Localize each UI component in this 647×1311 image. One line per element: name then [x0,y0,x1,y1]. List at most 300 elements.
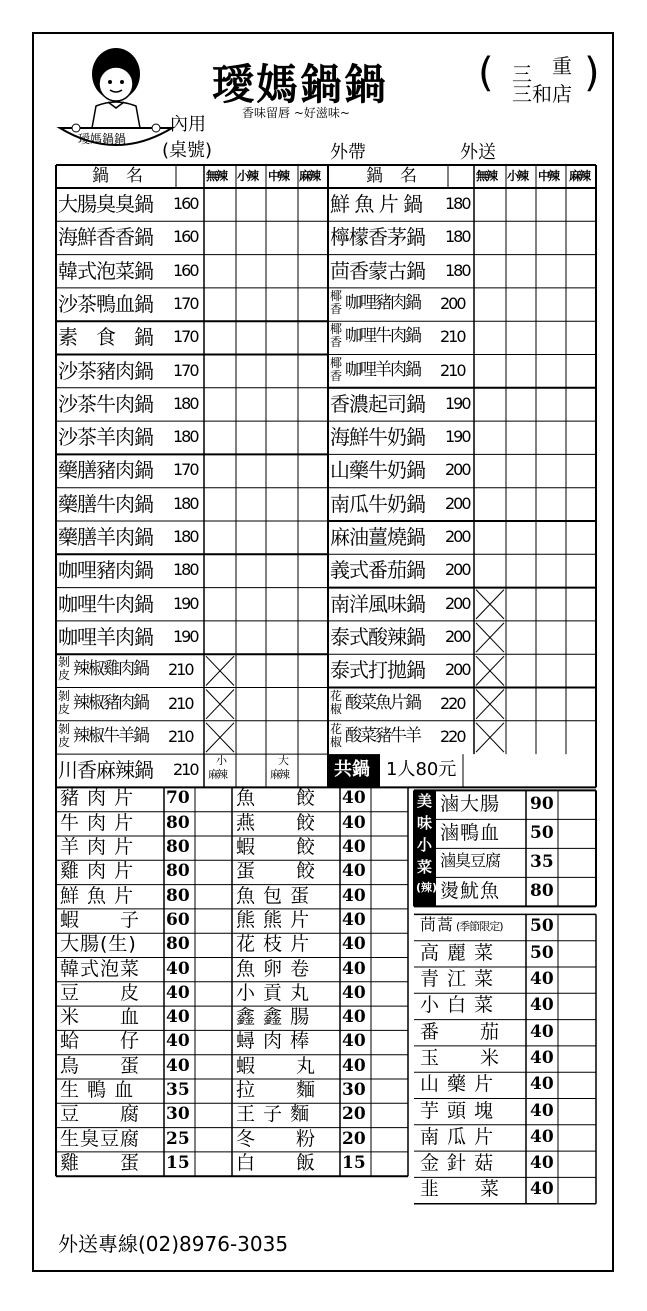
side-col1-qty-cell[interactable] [195,1055,232,1079]
spice-checkbox-right-3-4[interactable] [567,255,598,288]
pot-name: 沙茶牛肉鍋 [58,391,153,416]
spice-checkbox-left-6-3[interactable] [266,355,297,388]
shop-name: 璦媽鍋鍋 [212,60,389,109]
side-col2-qty-cell[interactable] [371,860,408,884]
veg-name: 高 麗 菜 [420,941,495,964]
spice-checkbox-left-8-3[interactable] [266,421,297,454]
side-col2-qty-cell[interactable] [371,1079,408,1103]
veg-qty-cell[interactable] [558,993,596,1019]
spice-checkbox-left-11-4[interactable] [297,521,328,554]
spice-checkbox-right-2-3[interactable] [536,221,567,254]
side-col2-name: 花 枝 片 [236,933,311,956]
snack-price: 35 [530,852,554,873]
pot-price: 220 [440,693,465,713]
spice-checkbox-left-9-2[interactable] [235,454,266,487]
spice-checkbox-left-10-1[interactable] [204,488,235,521]
spice-checkbox-left-15-2[interactable] [235,654,266,687]
side-col2-name: 魚 卵 卷 [236,957,311,980]
spice-checkbox-left-7-2[interactable] [235,388,266,421]
side-col1-qty-cell[interactable] [195,1128,232,1152]
pot-price: 170 [173,360,198,380]
spice-checkbox-right-4-1[interactable] [474,288,505,321]
side-col2-price: 40 [342,812,366,833]
pot-name: 山藥牛奶鍋 [330,458,425,483]
side-col2-price: 30 [342,1080,366,1100]
side-col2-name: 拉 麵 [236,1079,317,1101]
veg-name: 番 茄 [420,1020,501,1043]
side-col2-qty-cell[interactable] [371,909,408,933]
spice-checkbox-left-14-4[interactable] [297,621,328,654]
spice-checkbox-left-3-1[interactable] [204,255,235,288]
veg-price: 40 [530,969,554,989]
spice-checkbox-left-9-3[interactable] [266,454,297,487]
snack-qty-cell[interactable] [558,848,596,877]
spice-checkbox-right-4-4[interactable] [567,288,598,321]
spice-checkbox-left-14-3[interactable] [266,621,297,654]
side-col1-name: 豬 肉 片 [60,787,135,810]
spice-checkbox-right-5-3[interactable] [536,321,567,354]
spice-checkbox-left-18-4[interactable] [297,754,328,787]
veg-qty-cell[interactable] [558,1099,596,1125]
veg-qty-cell[interactable] [558,1177,596,1203]
spice-checkbox-right-16-1[interactable] [474,688,505,721]
spice-header-3: 中辣 [538,169,559,183]
spice-checkbox-left-5-1[interactable] [204,321,235,354]
veg-qty-cell[interactable] [558,1151,596,1177]
pot-price: 180 [445,260,470,280]
pot-price: 200 [445,593,470,613]
pot-name: 麻油薑燒鍋 [330,525,425,549]
veg-price: 50 [530,916,554,937]
spice-checkbox-right-14-3[interactable] [536,621,567,654]
side-col2-price: 20 [342,1104,366,1125]
spice-checkbox-right-6-2[interactable] [505,355,536,388]
spice-checkbox-right-14-4[interactable] [567,621,598,654]
side-col1-price: 60 [166,909,190,930]
spice-checkbox-left-16-4[interactable] [297,688,328,721]
pot-name: 海鮮香香鍋 [58,225,153,250]
spice-checkbox-left-6-1[interactable] [204,355,235,388]
pot-name-header-left: 鍋 名 [92,166,143,186]
pot-price: 200 [445,660,470,680]
veg-name: 青 江 菜 [420,968,495,990]
pot-price: 200 [445,626,470,646]
spice-checkbox-left-12-3[interactable] [266,554,297,587]
delivery-hotline [58,1228,288,1257]
spice-checkbox-left-7-3[interactable] [266,388,297,421]
pot-name: 香濃起司鍋 [330,391,425,416]
side-col2-price: 40 [342,1055,366,1076]
pot-name-prefix: 香 [330,301,343,316]
side-col2-price: 40 [342,1007,366,1028]
side-col2-price: 40 [342,909,366,930]
side-col1-qty-cell[interactable] [195,1079,232,1103]
spice-checkbox-right-7-1[interactable] [474,388,505,421]
spice-checkbox-left-4-1[interactable] [204,288,235,321]
side-col2-qty-cell[interactable] [371,836,408,860]
pot-name-prefix: 皮 [58,701,71,716]
side-col1-qty-cell[interactable] [195,812,232,836]
pot-name-prefix: 皮 [58,734,71,749]
spice-checkbox-left-18-2[interactable] [235,754,266,787]
spice-checkbox-left-6-2[interactable] [235,355,266,388]
spice-checkbox-right-1-1[interactable] [474,188,505,221]
snack-label-char: 美 [417,792,433,811]
snack-qty-cell[interactable] [558,877,596,906]
veg-price: 40 [530,1100,554,1121]
pot-price: 190 [173,593,198,613]
shared-pot-price: 1人80元 [386,759,457,781]
pot-price: 160 [173,227,198,247]
side-col2-price: 40 [342,788,366,809]
spice-checkbox-left-4-2[interactable] [235,288,266,321]
spice-checkbox-right-15-3[interactable] [536,654,567,687]
spice-checkbox-left-12-4[interactable] [297,554,328,587]
spice-checkbox-left-10-3[interactable] [266,488,297,521]
spice-checkbox-right-12-1[interactable] [474,554,505,587]
spice-checkbox-right-9-3[interactable] [536,454,567,487]
spice-checkbox-right-11-4[interactable] [567,521,598,554]
side-col2-qty-cell[interactable] [371,787,408,811]
pot-name: 咖哩牛肉鍋 [345,326,420,347]
spice-checkbox-right-17-3[interactable] [536,721,567,754]
snack-qty-cell[interactable] [558,790,596,819]
pot-name-prefix: 香 [330,368,343,383]
side-col1-qty-cell[interactable] [195,982,232,1006]
veg-qty-cell[interactable] [558,1125,596,1151]
delivery-hotline-number: (02)8976-3035 [138,1232,289,1256]
side-col1-price: 80 [166,934,190,955]
spice-checkbox-left-13-3[interactable] [266,588,297,621]
spice-checkbox-right-8-4[interactable] [567,421,598,454]
spice-checkbox-right-7-3[interactable] [536,388,567,421]
side-col1-qty-cell[interactable] [195,1152,232,1176]
spice-checkbox-right-8-2[interactable] [505,421,536,454]
spice-checkbox-left-11-1[interactable] [204,521,235,554]
pot-name: 茴香蒙古鍋 [330,258,425,283]
spice-checkbox-left-14-2[interactable] [235,621,266,654]
side-col1-name: 鳥 蛋 [60,1054,141,1077]
side-col2-price: 20 [342,1128,366,1149]
pot-name: 義式番茄鍋 [330,558,425,583]
side-col2-price: 40 [342,934,366,955]
side-col1-price: 35 [166,1080,190,1100]
spice-checkbox-right-11-2[interactable] [505,521,536,554]
spice-checkbox-left-10-2[interactable] [235,488,266,521]
spice-checkbox-left-16-2[interactable] [235,688,266,721]
spice-checkbox-left-17-4[interactable] [297,721,328,754]
side-col1-price: 80 [166,885,190,906]
veg-qty-cell[interactable] [558,967,596,993]
spice-checkbox-right-4-3[interactable] [536,288,567,321]
spice-checkbox-right-10-3[interactable] [536,488,567,521]
veg-qty-cell[interactable] [558,1046,596,1072]
side-col2-qty-cell[interactable] [371,812,408,836]
spice-checkbox-right-4-2[interactable] [505,288,536,321]
side-col2-qty-cell[interactable] [371,1030,408,1054]
spice-checkbox-right-14-2[interactable] [505,621,536,654]
side-col2-price: 15 [342,1152,366,1173]
branch-bottom: 三和店 [512,82,572,106]
spice-checkbox-right-17-4[interactable] [567,721,598,754]
table-number-label: (桌號) [162,140,213,161]
spice-checkbox-right-14-1[interactable] [474,621,505,654]
spice-checkbox-right-10-1[interactable] [474,488,505,521]
pot-price: 220 [440,726,465,746]
spice-checkbox-left-9-1[interactable] [204,454,235,487]
pot-name-prefix: 皮 [58,668,71,683]
veg-price: 40 [530,995,554,1016]
spice-checkbox-left-11-2[interactable] [235,521,266,554]
side-col1-price: 40 [166,1055,190,1076]
side-col1-price: 40 [166,1007,190,1028]
spice-checkbox-right-1-2[interactable] [505,188,536,221]
side-col1-name: 豆 皮 [60,981,141,1004]
side-col2-name: 燕 餃 [236,811,317,834]
spice-checkbox-left-6-4[interactable] [297,355,328,388]
pot-name-prefix: 剝 [58,721,71,736]
side-col1-qty-cell[interactable] [195,1030,232,1054]
spice-checkbox-right-16-2[interactable] [505,688,536,721]
spice-checkbox-left-4-3[interactable] [266,288,297,321]
side-col1-qty-cell[interactable] [195,787,232,811]
spice-checkbox-left-5-4[interactable] [297,321,328,354]
spice-checkbox-right-15-4[interactable] [567,654,598,687]
side-col2-name: 蝦 丸 [236,1054,317,1077]
pot-price: 210 [440,327,465,347]
snack-price: 80 [530,881,554,902]
spice-checkbox-left-3-4[interactable] [297,255,328,288]
spice-checkbox-left-13-1[interactable] [204,588,235,621]
spice-checkbox-left-16-1[interactable] [204,688,235,721]
side-col1-name: 蝦 子 [60,908,141,931]
pot-name: 南洋風味鍋 [330,591,425,616]
pot-name-prefix: 花 [330,721,343,736]
pot-name: 藥膳羊肉鍋 [58,525,153,549]
spice-checkbox-left-2-3[interactable] [266,221,297,254]
spice-header-1: 無辣 [476,169,497,183]
side-col1-qty-cell[interactable] [195,836,232,860]
side-col2-name: 魚 餃 [236,787,317,810]
side-col2-qty-cell[interactable] [371,1152,408,1176]
pot-name: 沙茶豬肉鍋 [58,358,153,383]
spice-checkbox-left-17-3[interactable] [266,721,297,754]
branch-left: 三 [512,62,532,86]
side-col1-qty-cell[interactable] [195,909,232,933]
mala-big-label: 麻辣 [270,768,288,782]
spice-checkbox-right-3-2[interactable] [505,255,536,288]
veg-qty-cell[interactable] [558,1072,596,1098]
spice-checkbox-right-5-2[interactable] [505,321,536,354]
spice-checkbox-left-12-1[interactable] [204,554,235,587]
spice-checkbox-left-1-3[interactable] [266,188,297,221]
veg-qty-cell[interactable] [558,1020,596,1046]
pot-name: 辣椒牛羊鍋 [73,725,148,746]
pot-price: 190 [445,393,470,413]
spice-checkbox-left-2-4[interactable] [297,221,328,254]
side-col2-qty-cell[interactable] [371,1128,408,1152]
spice-checkbox-right-13-2[interactable] [505,588,536,621]
spice-checkbox-left-1-1[interactable] [204,188,235,221]
pot-price: 210 [168,693,193,713]
spice-checkbox-left-15-3[interactable] [266,654,297,687]
side-col1-name: 大腸(生) [60,933,137,956]
spice-checkbox-left-7-4[interactable] [297,388,328,421]
spice-checkbox-left-7-1[interactable] [204,388,235,421]
spice-checkbox-left-5-2[interactable] [235,321,266,354]
pot-price: 200 [445,527,470,546]
spice-checkbox-left-13-2[interactable] [235,588,266,621]
spice-checkbox-right-1-3[interactable] [536,188,567,221]
spice-checkbox-right-3-1[interactable] [474,255,505,288]
side-col1-qty-cell[interactable] [195,958,232,982]
spice-checkbox-left-8-1[interactable] [204,421,235,454]
snack-price: 50 [530,823,554,844]
spice-checkbox-right-10-2[interactable] [505,488,536,521]
spice-checkbox-right-12-4[interactable] [567,554,598,587]
pot-name: 南瓜牛奶鍋 [330,491,425,516]
pot-price: 210 [168,726,193,746]
pot-price: 170 [173,460,198,480]
spice-checkbox-right-11-3[interactable] [536,521,567,554]
pot-price: 200 [445,560,470,580]
spice-checkbox-right-17-1[interactable] [474,721,505,754]
spice-checkbox-left-1-4[interactable] [297,188,328,221]
side-col1-price: 40 [166,958,190,979]
spice-checkbox-right-8-1[interactable] [474,421,505,454]
pot-name: 泰式打拋鍋 [330,658,425,683]
snack-label-char: (辣) [416,881,438,895]
pot-name-header-right: 鍋 名 [366,166,417,186]
spice-checkbox-left-15-4[interactable] [297,654,328,687]
side-col1-qty-cell[interactable] [195,1103,232,1127]
spice-checkbox-left-8-2[interactable] [235,421,266,454]
spice-checkbox-right-3-3[interactable] [536,255,567,288]
side-col2-price: 40 [342,958,366,979]
spice-checkbox-right-15-1[interactable] [474,654,505,687]
spice-checkbox-right-9-2[interactable] [505,454,536,487]
spice-checkbox-right-12-3[interactable] [536,554,567,587]
spice-checkbox-left-5-3[interactable] [266,321,297,354]
spice-checkbox-right-8-3[interactable] [536,421,567,454]
spice-checkbox-right-16-3[interactable] [536,688,567,721]
spice-checkbox-left-4-4[interactable] [297,288,328,321]
spice-checkbox-left-12-2[interactable] [235,554,266,587]
spice-checkbox-right-17-2[interactable] [505,721,536,754]
logo-text: 璦媽鍋鍋 [78,132,127,146]
side-col2-qty-cell[interactable] [371,1006,408,1030]
spice-checkbox-left-3-2[interactable] [235,255,266,288]
pot-name: 川香麻辣鍋 [58,758,153,783]
spice-checkbox-right-2-2[interactable] [505,221,536,254]
spice-checkbox-right-6-3[interactable] [536,355,567,388]
pot-name: 沙茶羊肉鍋 [58,425,153,450]
delivery-hotline-label: 外送專線 [58,1232,138,1256]
spice-checkbox-left-17-1[interactable] [204,721,235,754]
pot-price: 180 [445,227,470,247]
veg-qty-cell[interactable] [558,941,596,967]
side-col2-qty-cell[interactable] [371,958,408,982]
spice-checkbox-right-6-4[interactable] [567,355,598,388]
spice-checkbox-left-2-2[interactable] [235,221,266,254]
spice-checkbox-right-2-4[interactable] [567,221,598,254]
side-col2-qty-cell[interactable] [371,885,408,909]
side-col1-price: 80 [166,837,190,857]
spice-checkbox-left-1-2[interactable] [235,188,266,221]
spice-checkbox-right-12-2[interactable] [505,554,536,587]
shared-pot-label: 共鍋 [334,759,370,781]
side-col2-qty-cell[interactable] [371,1103,408,1127]
spice-checkbox-left-15-1[interactable] [204,654,235,687]
spice-checkbox-right-16-4[interactable] [567,688,598,721]
spice-checkbox-right-2-1[interactable] [474,221,505,254]
spice-checkbox-right-13-4[interactable] [567,588,598,621]
spice-checkbox-left-9-4[interactable] [297,454,328,487]
spice-checkbox-left-11-3[interactable] [266,521,297,554]
spice-checkbox-right-5-4[interactable] [567,321,598,354]
spice-checkbox-right-9-1[interactable] [474,454,505,487]
spice-checkbox-right-13-1[interactable] [474,588,505,621]
side-col2-price: 40 [342,837,366,857]
pot-name: 咖哩牛肉鍋 [58,591,153,616]
spice-header-3: 中辣 [268,169,289,183]
spice-checkbox-left-16-3[interactable] [266,688,297,721]
snack-qty-cell[interactable] [558,819,596,848]
spice-checkbox-left-3-3[interactable] [266,255,297,288]
spice-checkbox-right-11-1[interactable] [474,521,505,554]
side-col1-qty-cell[interactable] [195,1006,232,1030]
pot-name: 沙茶鴨血鍋 [58,291,153,316]
pot-price: 180 [173,527,198,546]
spice-checkbox-right-10-4[interactable] [567,488,598,521]
spice-checkbox-right-15-2[interactable] [505,654,536,687]
spice-checkbox-left-17-2[interactable] [235,721,266,754]
veg-name: 小 白 菜 [420,994,495,1017]
side-col2-name: 蝦 餃 [236,836,317,858]
spice-checkbox-left-14-1[interactable] [204,621,235,654]
side-col2-name: 魚 包 蛋 [236,884,311,907]
spice-checkbox-right-6-1[interactable] [474,355,505,388]
spice-checkbox-right-5-1[interactable] [474,321,505,354]
pot-name: 辣椒雞肉鍋 [73,659,148,680]
spice-checkbox-right-7-4[interactable] [567,388,598,421]
spice-checkbox-left-13-4[interactable] [297,588,328,621]
spice-checkbox-right-9-4[interactable] [567,454,598,487]
spice-checkbox-right-7-2[interactable] [505,388,536,421]
side-col1-qty-cell[interactable] [195,885,232,909]
veg-price: 40 [530,1179,554,1200]
side-col2-qty-cell[interactable] [371,982,408,1006]
pot-name: 咖哩羊肉鍋 [345,359,420,380]
pot-name-prefix: 花 [330,688,343,703]
spice-checkbox-left-8-4[interactable] [297,421,328,454]
branch-top: 重 [552,54,572,78]
spice-checkbox-right-13-3[interactable] [536,588,567,621]
side-col1-name: 鮮 魚 片 [60,884,135,907]
veg-qty-cell[interactable] [558,914,596,940]
side-col1-qty-cell[interactable] [195,860,232,884]
pot-price: 180 [173,427,198,447]
spice-checkbox-left-2-1[interactable] [204,221,235,254]
side-col1-qty-cell[interactable] [195,933,232,957]
side-col1-name: 米 血 [60,1006,141,1029]
spice-checkbox-left-10-4[interactable] [297,488,328,521]
side-col2-qty-cell[interactable] [371,1055,408,1079]
dine-in-label: 內用 [170,114,206,135]
side-col2-qty-cell[interactable] [371,933,408,957]
veg-name: 芋 頭 塊 [420,1099,495,1122]
spice-checkbox-right-1-4[interactable] [567,188,598,221]
